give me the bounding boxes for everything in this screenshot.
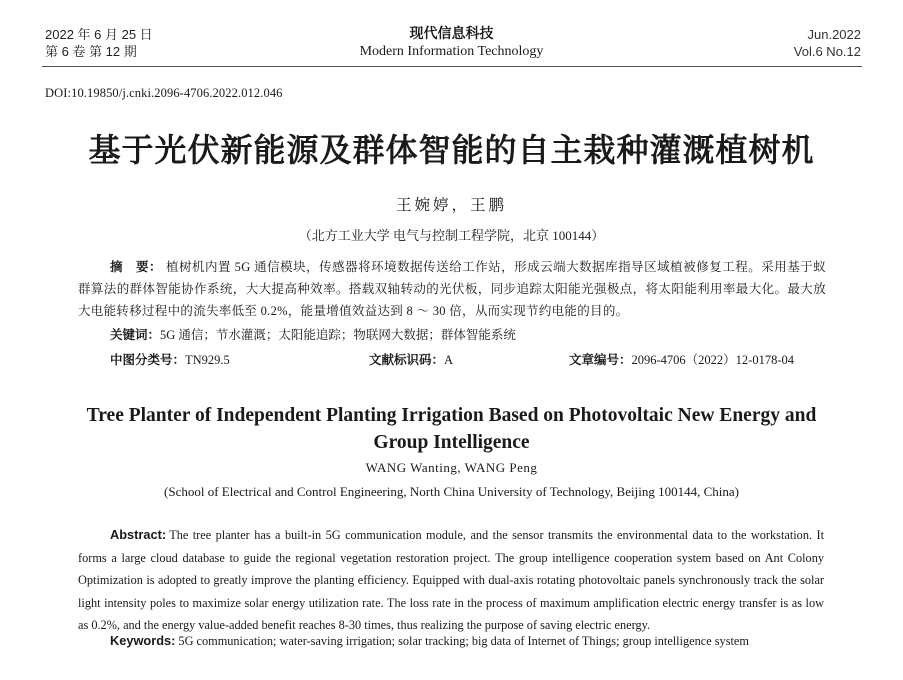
issue-volume-cn: 第 6 卷 第 12 期	[45, 44, 137, 59]
keywords-cn	[110, 326, 516, 344]
clc-number	[110, 351, 230, 369]
paper-title-cn: 基于光伏新能源及群体智能的自主栽种灌溉植树机	[88, 132, 815, 168]
journal-name-en: Modern Information Technology	[359, 44, 544, 59]
affiliation-en: (School of Electrical and Control Engineering, North China University of Technology, Beijing 100144, China)	[164, 484, 739, 499]
affiliation-cn: （北方工业大学 电气与控制工程学院，北京 100144）	[298, 228, 605, 243]
authors-cn: 王婉婷，王鹏	[395, 197, 507, 214]
article-number	[569, 351, 794, 369]
document-code	[369, 351, 453, 369]
document-code-label: 文献标识码：	[369, 353, 445, 367]
document-code-value: A	[444, 353, 454, 367]
article-number-label: 文章编号：	[569, 353, 632, 367]
abstract-cn-label: 摘 要：	[110, 260, 163, 274]
doi-link[interactable]: DOI:10.19850/j.cnki.2096-4706.2022.012.046	[45, 86, 283, 100]
keywords-cn-text: 5G 通信；节水灌溉；太阳能追踪；物联网大数据；群体智能系统	[160, 328, 516, 342]
abstract-en	[78, 524, 824, 637]
journal-name	[0, 24, 903, 61]
paper-title-en: Tree Planter of Independent Planting Irrigation Based on Photovoltaic New Energy and Group Intelligence	[86, 405, 817, 453]
abstract-en-text: The tree planter has a built-in 5G communication module, and the sensor transmits the environmental data to the workstation. It forms a large cloud database to guide the regional vegetation restoration project. The group intelligence cooperation system based on Ant Colony Optimization is adopted to greatly improve the planting efficiency. Equipped with dual-axis rotating photovoltaic panels synchronously track the solar light intensity poles to maximize solar energy utilization rate. The loss rate in the process of maximum amplification electric energy transfer is as low as 0.2%, and the energy value-added benefit reaches 8-30 times, thus realizing the purpose of saving electric energy.	[78, 528, 824, 632]
issue-date-cn: 2022 年 6 月 25 日	[45, 27, 153, 42]
abstract-en-label: Abstract:	[110, 527, 167, 542]
keywords-en-label: Keywords:	[110, 633, 176, 648]
issue-date-en: Jun.2022	[807, 27, 861, 42]
keywords-en-text: 5G communication; water-saving irrigation; solar tracking; big data of Internet of Things; group intelligence system	[178, 634, 749, 648]
abstract-cn	[78, 256, 826, 322]
clc-value: TN929.5	[185, 353, 230, 367]
authors-en: WANG Wanting, WANG Peng	[365, 460, 538, 475]
article-number-value: 2096-4706（2022）12-0178-04	[631, 353, 795, 367]
header-issue-info-en	[794, 26, 861, 60]
journal-name-cn: 现代信息科技	[409, 25, 494, 41]
clc-label: 中图分类号：	[110, 353, 186, 367]
issue-volume-en: Vol.6 No.12	[793, 44, 861, 59]
keywords-cn-label: 关键词：	[110, 328, 161, 342]
abstract-cn-text: 植树机内置 5G 通信模块，传感器将环境数据传送给工作站，形成云端大数据库指导区域植被修复工程。采用基于蚁群算法的群体智能协作系统，大大提高种效率。搭载双轴转动的光伏板，同步追踪太阳能光强极点，将太阳能利用率最大化。最大放大电能转移过程中的流失率低至 0.2%，能量增值效益达到 8 ～ 30 倍，从而实现节约电能的目的。	[78, 260, 826, 318]
keywords-en	[110, 632, 749, 650]
header-divider	[42, 66, 862, 67]
